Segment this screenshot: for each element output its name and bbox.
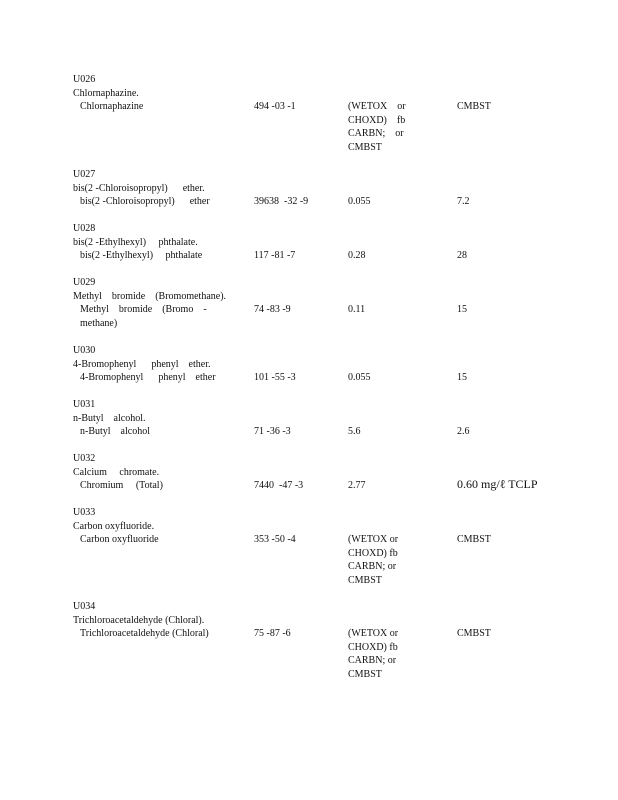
cas-number: 71 -36 -3 — [254, 426, 291, 437]
waste-code: U030 — [73, 345, 96, 356]
constituent-name: Chlornaphazine — [80, 101, 144, 112]
waste-title: Trichloroacetaldehyde (Chloral). — [73, 614, 205, 626]
wastewater-line: (WETOX or — [348, 628, 399, 639]
waste-entry-u032 — [73, 452, 593, 493]
cas-number: 39638 -32 -9 — [254, 196, 309, 207]
waste-title: 4-Bromophenyl phenyl ether. — [73, 358, 211, 370]
constituent-name: 4-Bromophenyl phenyl ether — [80, 372, 216, 383]
waste-code: U034 — [73, 601, 96, 612]
nonwastewater-standard: 15 — [457, 304, 467, 315]
wastewater-line: (WETOX or — [348, 101, 406, 112]
cas-number: 75 -87 -6 — [254, 628, 291, 639]
wastewater-line: CMBST — [348, 668, 382, 680]
wastewater-standard — [348, 533, 418, 587]
cas-number: 117 -81 -7 — [254, 250, 296, 261]
wastewater-standard — [348, 627, 418, 681]
waste-entry-u027 — [73, 168, 593, 209]
waste-title: Chlornaphazine. — [73, 87, 139, 99]
waste-entry-u028 — [73, 222, 593, 263]
waste-code: U029 — [73, 277, 96, 288]
wastewater-standard: 0.28 — [348, 250, 366, 261]
constituent-name: bis(2 -Ethylhexyl) phthalate — [80, 250, 203, 261]
waste-code: U028 — [73, 223, 96, 234]
constituent-name: n-Butyl alcohol — [80, 426, 150, 437]
wastewater-line: CHOXD) fb — [348, 547, 398, 559]
waste-code: U026 — [73, 74, 96, 85]
wastewater-line: (WETOX or — [348, 534, 399, 545]
waste-title: Methyl bromide (Bromomethane). — [73, 290, 227, 302]
constituent-name: Methyl bromide (Bromo - — [80, 304, 207, 315]
nonwastewater-standard: CMBST — [457, 534, 491, 545]
cas-number: 101 -55 -3 — [254, 372, 296, 383]
waste-entry-u030 — [73, 344, 593, 385]
wastewater-standard: 0.055 — [348, 372, 371, 383]
wastewater-line: CARBN; or — [348, 561, 397, 572]
wastewater-line: CARBN; or — [348, 655, 397, 666]
wastewater-line: CHOXD) fb — [348, 114, 406, 126]
waste-code: U033 — [73, 507, 96, 518]
nonwastewater-standard: 7.2 — [457, 196, 470, 207]
nonwastewater-standard: 2.6 — [457, 426, 470, 437]
waste-code: U032 — [73, 453, 96, 464]
nonwastewater-standard: CMBST — [457, 628, 491, 639]
waste-entry-u034 — [73, 600, 593, 680]
waste-title: bis(2 -Chloroisopropyl) ether. — [73, 182, 205, 194]
waste-title: Calcium chromate. — [73, 466, 160, 478]
waste-entry-u031 — [73, 398, 593, 439]
waste-code: U031 — [73, 399, 96, 410]
nonwastewater-standard: 0.60 mg/ℓ TCLP — [457, 477, 538, 491]
nonwastewater-standard: CMBST — [457, 101, 491, 112]
wastewater-standard: 2.77 — [348, 480, 366, 491]
constituent-name: bis(2 -Chloroisopropyl) ether — [80, 196, 210, 207]
constituent-name: Chromium (Total) — [80, 480, 163, 491]
wastewater-line: CHOXD) fb — [348, 641, 398, 653]
cas-number: 74 -83 -9 — [254, 304, 291, 315]
constituent-name: Trichloroacetaldehyde (Chloral) — [80, 628, 209, 639]
waste-code: U027 — [73, 169, 96, 180]
wastewater-standard: 5.6 — [348, 426, 361, 437]
cas-number: 494 -03 -1 — [254, 101, 296, 112]
nonwastewater-standard: 28 — [457, 250, 467, 261]
waste-entry-u029 — [73, 276, 593, 331]
wastewater-line: CARBN; or — [348, 128, 404, 139]
wastewater-standard: 0.11 — [348, 304, 366, 315]
waste-title: bis(2 -Ethylhexyl) phthalate. — [73, 236, 198, 248]
constituent-name-continued: methane) — [80, 318, 118, 329]
waste-entry-u026 — [73, 73, 593, 153]
wastewater-standard — [348, 100, 418, 154]
waste-entry-u033 — [73, 506, 593, 586]
wastewater-standard: 0.055 — [348, 196, 371, 207]
wastewater-line: CMBST — [348, 574, 382, 586]
cas-number: 353 -50 -4 — [254, 534, 296, 545]
waste-title: n-Butyl alcohol. — [73, 412, 146, 424]
constituent-name: Carbon oxyfluoride — [80, 534, 159, 545]
wastewater-line: CMBST — [348, 141, 382, 153]
cas-number: 7440 -47 -3 — [254, 480, 304, 491]
waste-title: Carbon oxyfluoride. — [73, 520, 155, 532]
nonwastewater-standard: 15 — [457, 372, 467, 383]
